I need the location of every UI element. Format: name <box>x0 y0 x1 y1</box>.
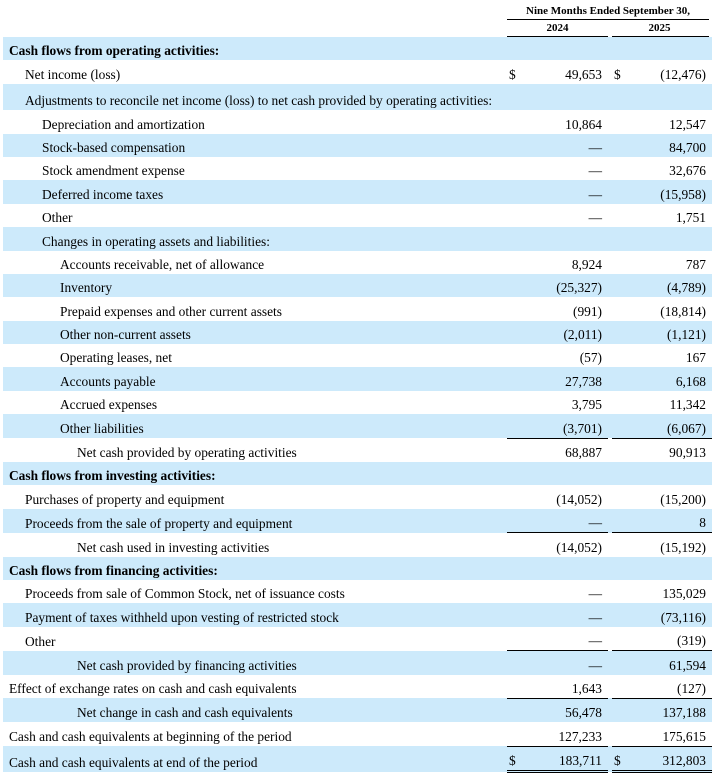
value-2025: (4,789) <box>626 274 712 297</box>
value-2025: (6,067) <box>626 414 712 438</box>
currency-symbol-2025 <box>612 321 626 344</box>
currency-symbol-2025 <box>612 509 626 533</box>
currency-symbol-2024 <box>507 391 521 414</box>
row-label: Stock-based compensation <box>3 134 507 157</box>
row-label: Prepaid expenses and other current assets <box>60 303 282 319</box>
value-2024 <box>521 462 608 485</box>
row-label: Changes in operating assets and liabilities: <box>3 227 507 250</box>
value-2025: 135,029 <box>662 586 706 602</box>
period-heading: Nine Months Ended September 30, <box>526 5 690 17</box>
value-2024: — <box>588 163 602 179</box>
value-2024: 8,924 <box>571 256 602 272</box>
value-2024: 183,711 <box>521 746 608 771</box>
value-2025: (15,200) <box>660 491 706 507</box>
currency-symbol-2024 <box>507 722 521 746</box>
value-2025: (15,958) <box>626 180 712 203</box>
table-row <box>3 698 712 722</box>
value-2024: (57) <box>579 350 602 366</box>
currency-symbol-2024 <box>507 251 521 274</box>
cash-flow-table <box>3 37 712 773</box>
table-row <box>3 274 712 297</box>
value-2025: 32,676 <box>669 163 706 179</box>
value-2025 <box>626 84 712 110</box>
currency-symbol-2024 <box>507 627 521 651</box>
value-2025: 787 <box>685 256 706 272</box>
row-label: Adjustments to reconcile net income (loss) to net cash provided by operating activities: <box>3 84 507 110</box>
value-2024: — <box>521 180 608 203</box>
row-label: Proceeds from the sale of property and equipment <box>3 509 507 533</box>
currency-symbol-2025: $ <box>614 66 621 82</box>
value-2025: 11,342 <box>669 397 706 413</box>
section-heading-row <box>3 557 712 580</box>
currency-symbol-2024 <box>507 367 521 390</box>
value-2025: 6,168 <box>626 367 712 390</box>
value-2024: 10,864 <box>565 116 602 132</box>
value-2024: — <box>588 210 602 226</box>
value-2024: (25,327) <box>521 274 608 297</box>
year-heading-2025: 2025 <box>648 22 671 34</box>
table-row <box>3 134 712 157</box>
value-2024: (14,052) <box>521 533 608 557</box>
currency-symbol-2024 <box>507 321 521 344</box>
row-label: Net cash provided by operating activities <box>77 445 297 461</box>
currency-symbol-2024 <box>507 533 521 557</box>
value-2024: 56,478 <box>521 698 608 722</box>
section-heading-row <box>3 462 712 485</box>
currency-symbol-2025 <box>612 722 626 746</box>
table-row <box>3 485 712 508</box>
currency-symbol-2024 <box>507 134 521 157</box>
currency-symbol-2025 <box>612 157 626 180</box>
row-label: Cash flows from investing activities: <box>3 462 507 485</box>
value-2024: (991) <box>572 303 602 319</box>
currency-symbol-2024: $ <box>507 746 521 771</box>
value-2024 <box>521 84 608 110</box>
value-2024: 3,795 <box>571 397 602 413</box>
value-2025 <box>626 227 712 250</box>
value-2025 <box>626 37 712 60</box>
value-2024: — <box>588 586 602 602</box>
value-2025 <box>626 462 712 485</box>
currency-symbol-2024 <box>507 344 521 367</box>
value-2024: (14,052) <box>556 491 602 507</box>
value-2024: (3,701) <box>521 414 608 438</box>
currency-symbol-2024 <box>507 438 521 462</box>
currency-symbol-2025 <box>612 344 626 367</box>
value-2025: 1,751 <box>675 210 706 226</box>
currency-symbol-2024 <box>507 485 521 508</box>
period-underline <box>507 19 709 20</box>
value-2025: (1,121) <box>626 321 712 344</box>
currency-symbol-2025 <box>612 603 626 626</box>
value-2025: 167 <box>685 350 706 366</box>
row-label: Purchases of property and equipment <box>25 491 225 507</box>
currency-symbol-2025 <box>612 227 626 250</box>
value-2025: (319) <box>676 633 706 649</box>
value-2024: 68,887 <box>521 438 608 462</box>
table-row <box>3 297 712 320</box>
value-2025: 312,803 <box>626 746 712 771</box>
row-label: Inventory <box>3 274 507 297</box>
table-row <box>3 509 712 533</box>
currency-symbol-2025 <box>612 37 626 60</box>
row-label: Cash flows from financing activities: <box>3 557 507 580</box>
row-label: Depreciation and amortization <box>42 116 205 132</box>
value-2025: 137,188 <box>626 698 712 722</box>
table-row <box>3 60 712 83</box>
row-label: Operating leases, net <box>60 350 172 366</box>
currency-symbol-2025 <box>612 651 626 675</box>
value-2024: 127,233 <box>558 728 602 744</box>
row-label: Net cash provided by financing activities <box>3 651 507 675</box>
table-row <box>3 651 712 675</box>
currency-symbol-2024 <box>507 651 521 675</box>
table-row <box>3 603 712 626</box>
row-label: Effect of exchange rates on cash and cash equivalents <box>9 681 297 697</box>
year-heading-2024: 2024 <box>546 22 569 34</box>
row-label: Stock amendment expense <box>42 163 185 179</box>
currency-symbol-2025 <box>612 675 626 699</box>
table-row <box>3 438 712 462</box>
row-label: Deferred income taxes <box>3 180 507 203</box>
table-row <box>3 414 712 438</box>
value-2024: — <box>521 134 608 157</box>
currency-symbol-2024 <box>507 37 521 60</box>
value-2025: 8 <box>626 509 712 533</box>
currency-symbol-2024 <box>507 297 521 320</box>
row-label: Cash flows from operating activities: <box>3 37 507 60</box>
value-2025: 84,700 <box>626 134 712 157</box>
value-2024: — <box>521 651 608 675</box>
currency-symbol-2025 <box>612 627 626 651</box>
row-label: Payment of taxes withheld upon vesting of restricted stock <box>3 603 507 626</box>
currency-symbol-2025 <box>612 414 626 438</box>
currency-symbol-2024: $ <box>509 66 516 82</box>
row-label: Net change in cash and cash equivalents <box>3 698 507 722</box>
value-2024: — <box>521 603 608 626</box>
currency-symbol-2024 <box>507 227 521 250</box>
currency-symbol-2024 <box>507 84 521 110</box>
section-heading-row <box>3 37 712 60</box>
currency-symbol-2025 <box>612 274 626 297</box>
value-2025: 90,913 <box>626 438 712 462</box>
value-2024: 27,738 <box>521 367 608 390</box>
value-2025: 175,615 <box>662 728 706 744</box>
year-underline-2024 <box>507 36 608 37</box>
currency-symbol-2025 <box>612 557 626 580</box>
currency-symbol-2025 <box>612 251 626 274</box>
value-2024: (2,011) <box>521 321 608 344</box>
currency-symbol-2024 <box>507 698 521 722</box>
table-row <box>3 391 712 414</box>
table-row <box>3 180 712 203</box>
currency-symbol-2025 <box>612 134 626 157</box>
column-header <box>0 0 717 37</box>
currency-symbol-2024 <box>507 557 521 580</box>
row-label: Proceeds from sale of Common Stock, net of issuance costs <box>25 586 345 602</box>
currency-symbol-2024 <box>507 157 521 180</box>
currency-symbol-2025: $ <box>612 746 626 771</box>
currency-symbol-2024 <box>507 274 521 297</box>
row-label: Net cash used in investing activities <box>77 539 270 555</box>
currency-symbol-2024 <box>507 110 521 133</box>
table-row <box>3 533 712 557</box>
currency-symbol-2024 <box>507 603 521 626</box>
currency-symbol-2024 <box>507 580 521 603</box>
year-underline-2025 <box>612 36 709 37</box>
currency-symbol-2025 <box>612 580 626 603</box>
value-2024 <box>521 227 608 250</box>
value-2025: 12,547 <box>669 116 706 132</box>
row-label: Other <box>25 633 56 649</box>
value-2025: (12,476) <box>660 66 706 82</box>
value-2025: (15,192) <box>626 533 712 557</box>
table-row <box>3 204 712 227</box>
row-label: Cash and cash equivalents at end of the period <box>3 746 507 771</box>
table-row <box>3 367 712 390</box>
value-2025: (73,116) <box>626 603 712 626</box>
currency-symbol-2025 <box>612 180 626 203</box>
row-label: Cash and cash equivalents at beginning of the period <box>9 729 292 745</box>
currency-symbol-2025 <box>612 391 626 414</box>
value-2025 <box>626 557 712 580</box>
currency-symbol-2025 <box>612 485 626 508</box>
currency-symbol-2025 <box>612 367 626 390</box>
value-2024: 1,643 <box>571 680 602 696</box>
value-2025: (18,814) <box>660 303 706 319</box>
table-row <box>3 157 712 180</box>
value-2024: 49,653 <box>565 66 602 82</box>
currency-symbol-2024 <box>507 180 521 203</box>
row-label: Accrued expenses <box>60 397 158 413</box>
row-label: Accounts payable <box>3 367 507 390</box>
table-row <box>3 344 712 367</box>
table-row <box>3 110 712 133</box>
currency-symbol-2025 <box>612 84 626 110</box>
table-row <box>3 251 712 274</box>
currency-symbol-2025 <box>612 698 626 722</box>
row-label: Accounts receivable, net of allowance <box>60 256 265 272</box>
table-row <box>3 627 712 651</box>
table-row <box>3 227 712 250</box>
currency-symbol-2025 <box>612 297 626 320</box>
currency-symbol-2025 <box>612 204 626 227</box>
currency-symbol-2025 <box>612 110 626 133</box>
value-2024 <box>521 557 608 580</box>
row-label: Net income (loss) <box>25 66 121 82</box>
value-2024 <box>521 37 608 60</box>
currency-symbol-2025 <box>612 438 626 462</box>
table-row <box>3 746 712 771</box>
value-2024: — <box>588 633 602 649</box>
value-2024: — <box>521 509 608 533</box>
currency-symbol-2024 <box>507 509 521 533</box>
row-label: Other liabilities <box>3 414 507 438</box>
value-2025: 61,594 <box>626 651 712 675</box>
currency-symbol-2025 <box>612 462 626 485</box>
currency-symbol-2024 <box>507 462 521 485</box>
currency-symbol-2024 <box>507 675 521 699</box>
row-label: Other non-current assets <box>3 321 507 344</box>
table-row <box>3 722 712 746</box>
table-row <box>3 321 712 344</box>
table-row <box>3 675 712 699</box>
currency-symbol-2024 <box>507 414 521 438</box>
currency-symbol-2024 <box>507 204 521 227</box>
table-row <box>3 84 712 110</box>
currency-symbol-2025 <box>612 533 626 557</box>
row-label: Other <box>42 210 73 226</box>
table-row <box>3 580 712 603</box>
value-2025: (127) <box>676 680 706 696</box>
